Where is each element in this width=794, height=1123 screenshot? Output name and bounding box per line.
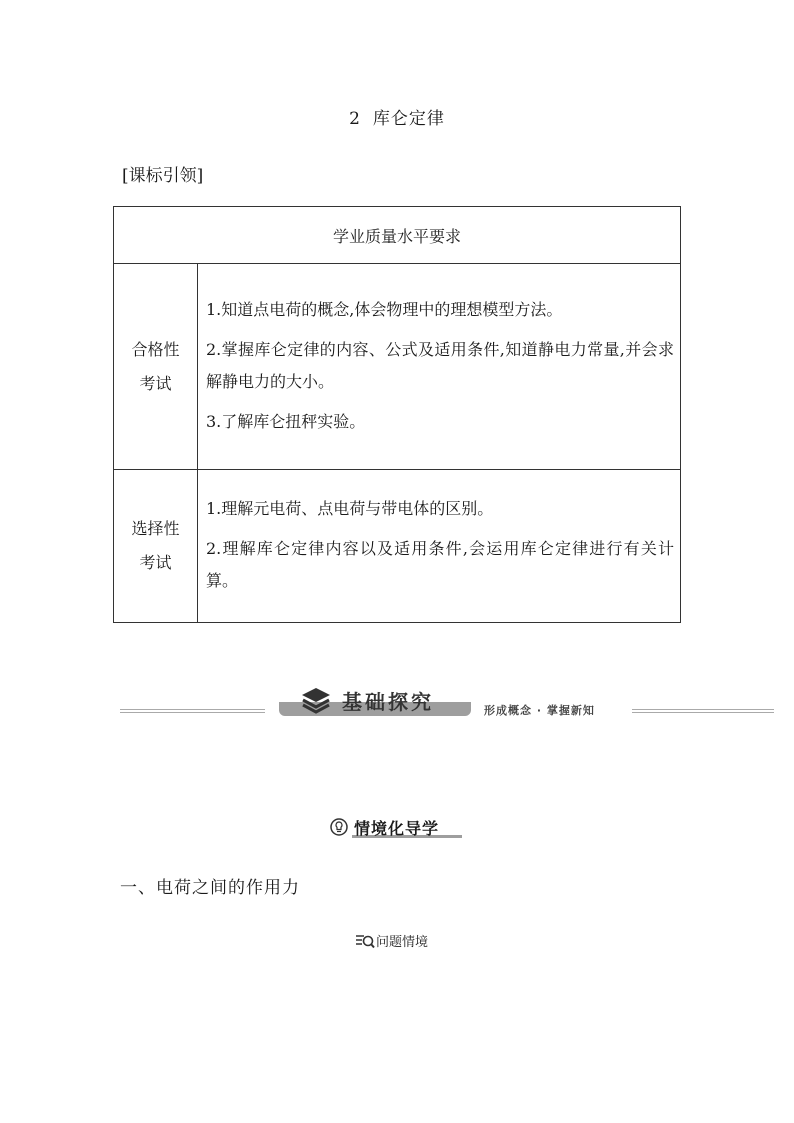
row-label	[114, 470, 198, 623]
banner-subtitle: 形成概念 · 掌握新知	[484, 704, 595, 717]
search-doc-icon	[355, 933, 375, 949]
subheading-text: 情境化导学	[354, 819, 440, 838]
requirement-item: 1.知道点电荷的概念,体会物理中的理想模型方法。	[206, 299, 563, 319]
table-row	[114, 264, 681, 470]
lightbulb-icon	[330, 818, 348, 836]
requirements-table	[113, 206, 681, 623]
section-banner	[120, 686, 774, 726]
row-content	[198, 264, 681, 470]
banner-title: 基础探究	[342, 690, 434, 714]
requirement-item: 3.了解库仑扭秤实验。	[206, 411, 366, 431]
title-number: 2	[349, 109, 361, 129]
table-header: 学业质量水平要求	[114, 207, 681, 264]
banner-rule-left	[120, 709, 265, 713]
banner-rule-right	[632, 709, 774, 713]
heading-one: 一、电荷之间的作用力	[120, 878, 300, 898]
subheading	[328, 814, 468, 840]
title-text: 库仑定律	[372, 109, 445, 129]
requirement-item: 2.掌握库仑定律的内容、公式及适用条件,知道静电力常量,并会求解静电力的大小。	[206, 339, 674, 391]
row-label-line1: 合格性	[131, 339, 180, 359]
row-label-line2: 考试	[139, 553, 172, 572]
requirement-item: 2.理解库仑定律内容以及适用条件,会运用库仑定律进行有关计算。	[206, 539, 674, 590]
situation-text: 问题情境	[376, 935, 429, 950]
requirement-item: 1.理解元电荷、点电荷与带电体的区别。	[206, 499, 494, 518]
row-label-line1: 选择性	[131, 519, 180, 538]
table-row	[114, 470, 681, 623]
row-label	[114, 264, 198, 470]
row-label-line2: 考试	[139, 373, 172, 393]
page-title	[0, 104, 794, 129]
layers-icon	[300, 686, 332, 716]
section-label: [课标引领]	[122, 166, 204, 186]
row-content	[198, 470, 681, 623]
